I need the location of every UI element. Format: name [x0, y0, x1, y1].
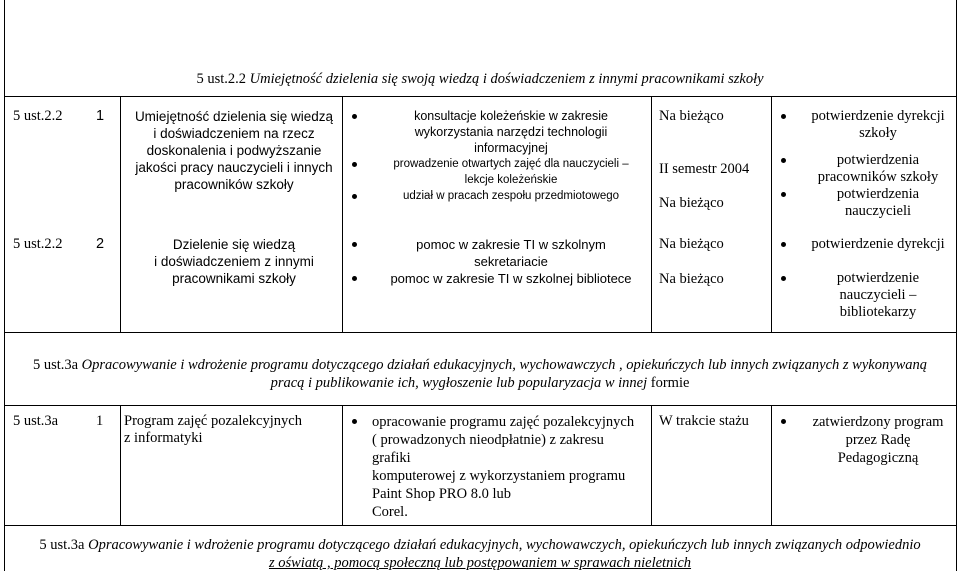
hline-4: [4, 525, 956, 526]
s2-task-line: Program zajęć pozalekcyjnych: [124, 413, 302, 429]
row1-task-line: Umiejętność dzielenia się wiedzą: [134, 109, 334, 124]
row2-task: [128, 236, 340, 287]
proof-line: potwierdzenie dyrekcji: [811, 236, 945, 252]
col-sep-7: [651, 405, 652, 525]
row1-proof-item: [779, 108, 955, 142]
row2-term-2: Na bieżąco: [659, 271, 724, 287]
row2-task-line: Dzielenie się wiedzą: [172, 237, 296, 252]
col-sep-1: [120, 96, 121, 332]
row1-task-line: pracowników szkoły: [174, 177, 294, 192]
proof-line: potwierdzenie: [836, 270, 920, 286]
section3-header-line2: [4, 554, 956, 572]
s2-row-actions: [350, 413, 650, 521]
row2-task-line: pracownikami szkoły: [172, 271, 296, 286]
section2-header-line1: [4, 356, 956, 374]
s2-action-line: Corel.: [372, 504, 408, 520]
s2-task-line: z informatyki: [124, 430, 203, 446]
row1-term-1: Na bieżąco: [659, 108, 724, 124]
row2-proofs: [779, 236, 955, 321]
row1-proofs: [779, 108, 955, 220]
col-sep-4: [771, 96, 772, 332]
row1-code: 5 ust.2.2: [13, 108, 63, 124]
row1-action-item: [350, 188, 650, 204]
row1-num: 1: [96, 108, 105, 124]
action-line: konsultacje koleżeńskie w zakresie: [414, 109, 608, 123]
col-sep-2: [342, 96, 343, 332]
row2-proof-item: [779, 236, 955, 253]
section2-header-title-plain: formie: [650, 375, 690, 391]
section3-header-line1: [4, 536, 956, 554]
row2-action-item: [350, 270, 650, 287]
section1-header: [4, 71, 956, 88]
row1-term-3: Na bieżąco: [659, 195, 724, 211]
action-line: sekretariacie: [474, 254, 548, 269]
action-line: informacyjnej: [474, 141, 548, 155]
proof-line: szkoły: [859, 125, 897, 141]
section2-header-title: Opracowywanie i wdrożenie programu dotyczącego działań edukacyjnych, wychowawczych , opiekuńczych lub innych związanych z wykonywaną: [81, 357, 928, 373]
hline-3: [4, 405, 956, 406]
hline-2: [4, 332, 956, 333]
s2-proof-line: zatwierdzony program: [812, 414, 944, 430]
s2-row-code: 5 ust.3a: [13, 413, 59, 429]
s2-proof-line: przez Radę: [845, 432, 911, 448]
s2-row-num: 1: [96, 413, 104, 429]
col-sep-5: [120, 405, 121, 525]
col-sep-8: [771, 405, 772, 525]
col-sep-3: [651, 96, 652, 332]
action-line: pomoc w zakresie TI w szkolnym: [416, 237, 606, 252]
s2-row-term: W trakcie stażu: [659, 413, 749, 429]
section2-header-title-2: pracą i publikowanie ich, wygłoszenie lub popularyzacja w innej: [270, 375, 648, 391]
proof-line: nauczycieli –: [839, 287, 917, 303]
section3-header: [4, 536, 956, 572]
section1-header-title: Umiejętność dzielenia się swoją wiedzą i doświadczeniem z innymi pracownikami szkoły: [249, 71, 764, 87]
action-line: udział w pracach zespołu przedmiotowego: [402, 190, 620, 202]
col-sep-6: [342, 405, 343, 525]
row1-task: [128, 108, 340, 193]
row1-task-line: i doświadczeniem na rzecz: [153, 126, 315, 141]
proof-line: bibliotekarzy: [839, 304, 917, 320]
s2-row-task: [124, 413, 340, 447]
section3-header-title: Opracowywanie i wdrożenie programu dotyczącego działań edukacyjnych, wychowawczych, opiekuńczych lub innych związanych odpowiednio: [88, 537, 921, 553]
s2-action-line: opracowanie programu zajęć pozalekcyjnych: [372, 414, 635, 430]
hline-1: [4, 96, 956, 97]
row2-num: 2: [96, 236, 105, 252]
row2-term-1: Na bieżąco: [659, 236, 724, 252]
row1-task-line: jakości pracy nauczycieli i innych: [135, 160, 333, 175]
row2-code: 5 ust.2.2: [13, 236, 63, 252]
section2-header-line2: [4, 374, 956, 392]
section2-header: [4, 356, 956, 392]
row1-term-2: II semestr 2004: [659, 161, 750, 177]
s2-action-line: Paint Shop PRO 8.0 lub: [372, 486, 511, 502]
action-line: wykorzystania narzędzi technologii: [414, 125, 608, 139]
proof-line: potwierdzenia: [836, 152, 920, 168]
s2-row-proofs: [779, 413, 955, 467]
section1-header-code: 5 ust.2.2: [196, 71, 247, 87]
row2-proof-item: [779, 270, 955, 321]
proof-line: potwierdzenia: [836, 186, 920, 202]
row2-actions: [350, 236, 650, 287]
s2-proof-item: [779, 413, 955, 467]
section2-header-code: 5 ust.3a: [32, 357, 79, 373]
proof-line: pracowników szkoły: [817, 169, 939, 185]
s2-proof-line: Pedagogiczną: [837, 450, 919, 466]
s2-action-line: komputerowej z wykorzystaniem programu: [372, 468, 626, 484]
section3-header-title-2: z oświatą , pomocą społeczną lub postępowaniem w sprawach nieletnich: [268, 555, 692, 571]
action-line: prowadzenie otwartych zajęć dla nauczycieli –: [393, 158, 629, 170]
s2-action-line: grafiki: [372, 450, 411, 466]
row1-task-line: doskonalenia i podwyższanie: [146, 143, 322, 158]
proof-line: potwierdzenie dyrekcji: [811, 108, 945, 124]
row1-actions: [350, 108, 650, 204]
action-line: lekcje koleżeńskie: [464, 174, 558, 186]
row2-task-line: i doświadczeniem z innymi: [154, 254, 314, 269]
action-line: pomoc w zakresie TI w szkolnej bibliotece: [390, 271, 632, 286]
section3-header-code: 5 ust.3a: [39, 537, 85, 553]
s2-action-line: ( prowadzonych nieodpłatnie) z zakresu: [372, 432, 604, 448]
row2-action-item: [350, 236, 650, 270]
row1-action-item: [350, 108, 650, 156]
proof-line: nauczycieli: [844, 203, 911, 219]
s2-action-item: [350, 413, 650, 521]
row1-proof-item: [779, 152, 955, 186]
row1-proof-item: [779, 186, 955, 220]
table-border-right: [956, 0, 957, 571]
row1-action-item: [350, 156, 650, 188]
